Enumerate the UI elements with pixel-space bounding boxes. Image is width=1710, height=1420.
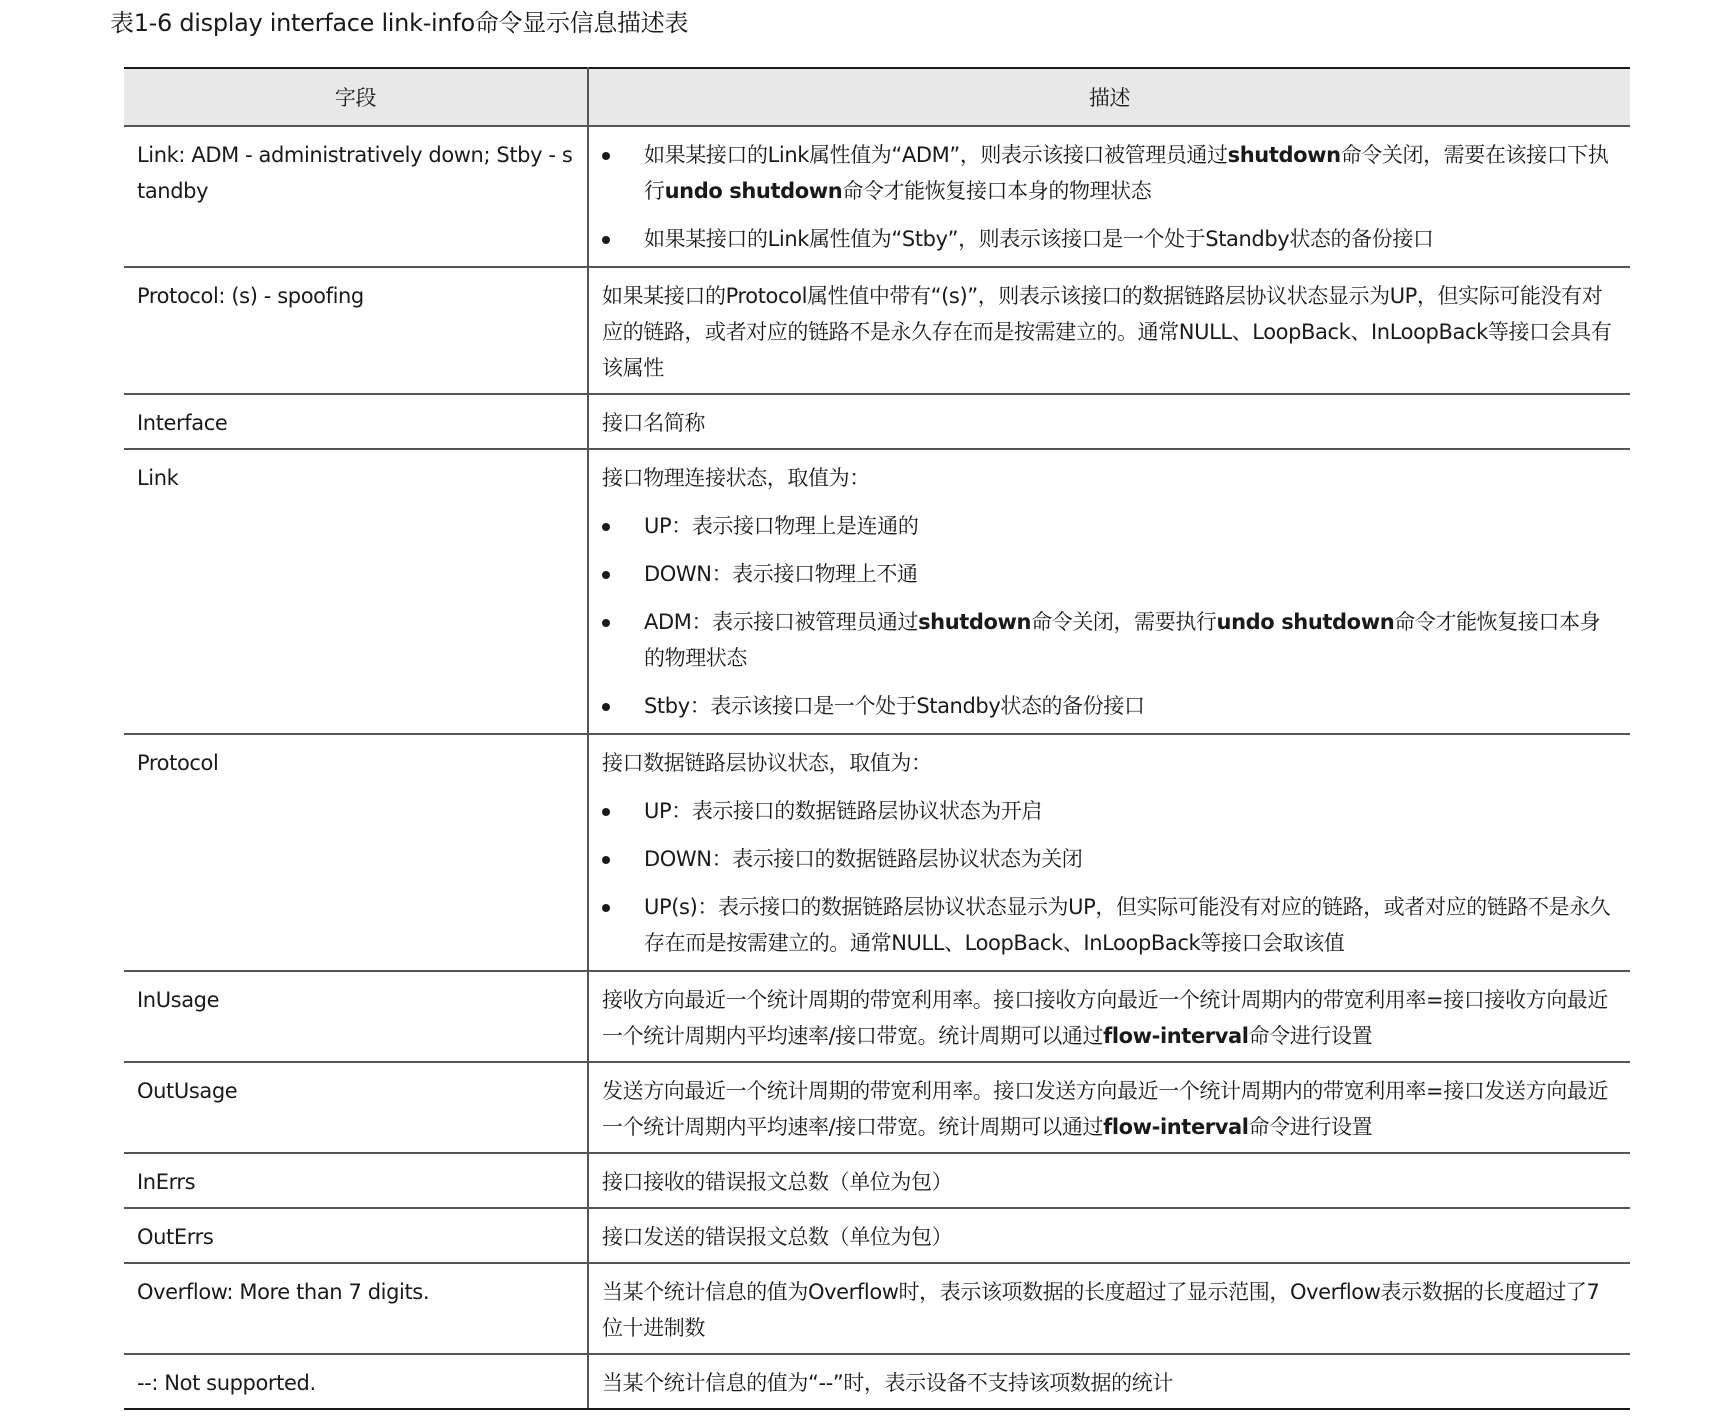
- field-cell: Protocol: [124, 734, 588, 971]
- table-caption: 表1-6 display interface link-info命令显示信息描述表: [110, 9, 689, 37]
- text-run: 发送方向最近一个统计周期的带宽利用率。接口发送方向最近一个统计周期内的带宽利用率=接口发送方向最近一个统计周期内平均速率/接口带宽。统计周期可以通过: [602, 1079, 1608, 1139]
- table-header-row: [124, 68, 1630, 126]
- bullet-item: [602, 841, 1618, 877]
- bullet-dot-icon: [602, 523, 610, 531]
- table-row: [124, 126, 1630, 267]
- text-run: 命令进行设置: [1248, 1115, 1373, 1139]
- bullet-list: [602, 793, 1618, 961]
- description-cell: [588, 1208, 1630, 1263]
- command-keyword: undo shutdown: [664, 179, 843, 203]
- description-cell: [588, 1263, 1630, 1354]
- text-run: 当某个统计信息的值为Overflow时，表示该项数据的长度超过了显示范围，Overflow表示数据的长度超过了7位十进制数: [602, 1280, 1600, 1340]
- description-cell: [588, 1153, 1630, 1208]
- bullet-list: [602, 508, 1618, 724]
- text-run: 接口发送的错误报文总数（单位为包）: [602, 1225, 953, 1249]
- text-run: 命令进行设置: [1248, 1024, 1373, 1048]
- bullet-dot-icon: [602, 904, 610, 912]
- text-run: 命令关闭，需要在该接口下执行: [644, 143, 1609, 203]
- bullet-dot-icon: [602, 808, 610, 816]
- bullet-dot-icon: [602, 236, 610, 244]
- text-run: DOWN：表示接口的数据链路层协议状态为关闭: [644, 847, 1083, 871]
- description-text: [602, 1164, 1618, 1200]
- table-row: [124, 1354, 1630, 1409]
- text-run: 如果某接口的Link属性值为“Stby”，则表示该接口是一个处于Standby状态的备份接口: [644, 227, 1434, 251]
- table-row: [124, 449, 1630, 734]
- command-keyword: undo shutdown: [1216, 610, 1395, 634]
- description-text: [602, 745, 1618, 781]
- bullet-dot-icon: [602, 856, 610, 864]
- field-cell: Link: ADM - administratively down; Stby - standby: [124, 126, 588, 267]
- field-cell: Overflow: More than 7 digits.: [124, 1263, 588, 1354]
- bullet-item: [602, 221, 1618, 257]
- description-text: [602, 460, 1618, 496]
- table-row: [124, 1263, 1630, 1354]
- text-run: 接口名简称: [602, 411, 705, 435]
- description-text: [602, 1365, 1618, 1401]
- table-row: [124, 394, 1630, 449]
- field-cell: Protocol: (s) - spoofing: [124, 267, 588, 394]
- command-keyword: flow-interval: [1103, 1115, 1249, 1139]
- description-cell: [588, 971, 1630, 1062]
- description-text: [602, 1274, 1618, 1346]
- field-cell: InUsage: [124, 971, 588, 1062]
- header-field: 字段: [124, 68, 588, 126]
- table-row: [124, 971, 1630, 1062]
- description-cell: [588, 126, 1630, 267]
- text-run: 接口数据链路层协议状态，取值为：: [602, 751, 932, 775]
- description-cell: [588, 394, 1630, 449]
- text-run: 命令关闭，需要执行: [1031, 610, 1217, 634]
- text-run: 接收方向最近一个统计周期的带宽利用率。接口接收方向最近一个统计周期内的带宽利用率=接口接收方向最近一个统计周期内平均速率/接口带宽。统计周期可以通过: [602, 988, 1608, 1048]
- field-description-table: [124, 67, 1630, 1410]
- bullet-dot-icon: [602, 571, 610, 579]
- bullet-item: [602, 137, 1618, 209]
- text-run: 接口物理连接状态，取值为：: [602, 466, 870, 490]
- field-cell: Interface: [124, 394, 588, 449]
- bullet-dot-icon: [602, 152, 610, 160]
- text-run: DOWN：表示接口物理上不通: [644, 562, 918, 586]
- text-run: 命令才能恢复接口本身的物理状态: [644, 610, 1601, 670]
- field-cell: OutUsage: [124, 1062, 588, 1153]
- bullet-item: [602, 508, 1618, 544]
- bullet-item: [602, 604, 1618, 676]
- table-row: [124, 1062, 1630, 1153]
- description-text: [602, 405, 1618, 441]
- bullet-dot-icon: [602, 619, 610, 627]
- field-cell: OutErrs: [124, 1208, 588, 1263]
- table-row: [124, 734, 1630, 971]
- text-run: 接口接收的错误报文总数（单位为包）: [602, 1170, 953, 1194]
- description-cell: [588, 449, 1630, 734]
- text-run: UP：表示接口物理上是连通的: [644, 514, 919, 538]
- text-run: 如果某接口的Link属性值为“ADM”，则表示该接口被管理员通过: [644, 143, 1228, 167]
- bullet-item: [602, 556, 1618, 592]
- text-run: 命令才能恢复接口本身的物理状态: [842, 179, 1152, 203]
- description-cell: [588, 734, 1630, 971]
- text-run: UP(s)：表示接口的数据链路层协议状态显示为UP，但实际可能没有对应的链路，或者对应的链路不是永久存在而是按需建立的。通常NULL、LoopBack、InLoopBack等接口会取该值: [644, 895, 1611, 955]
- text-run: 如果某接口的Protocol属性值中带有“(s)”，则表示该接口的数据链路层协议状态显示为UP，但实际可能没有对应的链路，或者对应的链路不是永久存在而是按需建立的。通常NULL、LoopBack、InLoopBack等接口会具有该属性: [602, 284, 1612, 380]
- bullet-list: [602, 137, 1618, 257]
- text-run: 当某个统计信息的值为“--”时，表示设备不支持该项数据的统计: [602, 1371, 1173, 1395]
- field-cell: --: Not supported.: [124, 1354, 588, 1409]
- table-row: [124, 267, 1630, 394]
- description-text: [602, 1073, 1618, 1145]
- header-description: 描述: [588, 68, 1630, 126]
- description-text: [602, 982, 1618, 1054]
- description-cell: [588, 267, 1630, 394]
- bullet-dot-icon: [602, 703, 610, 711]
- command-keyword: shutdown: [918, 610, 1032, 634]
- description-cell: [588, 1062, 1630, 1153]
- text-run: UP：表示接口的数据链路层协议状态为开启: [644, 799, 1043, 823]
- description-cell: [588, 1354, 1630, 1409]
- description-text: [602, 278, 1618, 386]
- bullet-item: [602, 793, 1618, 829]
- command-keyword: shutdown: [1227, 143, 1341, 167]
- table-body: [124, 126, 1630, 1409]
- text-run: ADM：表示接口被管理员通过: [644, 610, 919, 634]
- text-run: Stby：表示该接口是一个处于Standby状态的备份接口: [644, 694, 1145, 718]
- command-keyword: flow-interval: [1103, 1024, 1249, 1048]
- bullet-item: [602, 688, 1618, 724]
- table-row: [124, 1208, 1630, 1263]
- field-cell: Link: [124, 449, 588, 734]
- field-cell: InErrs: [124, 1153, 588, 1208]
- bullet-item: [602, 889, 1618, 961]
- description-text: [602, 1219, 1618, 1255]
- table-row: [124, 1153, 1630, 1208]
